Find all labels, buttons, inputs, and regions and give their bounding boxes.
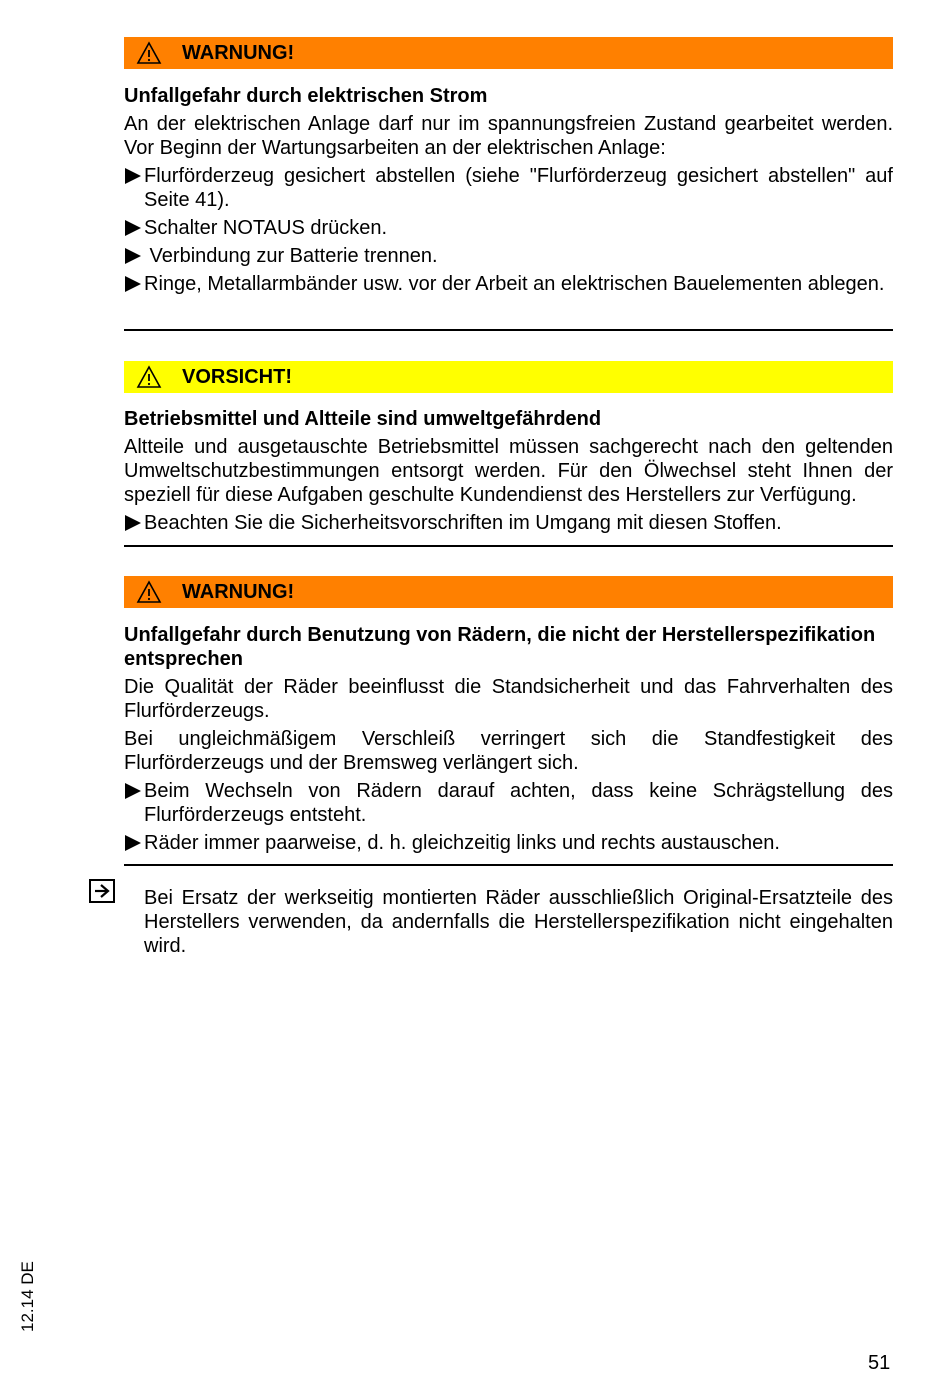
- caution-banner-environment: [124, 361, 893, 393]
- section-heading: Betriebsmittel und Altteile sind umweltgefährdend: [124, 408, 602, 430]
- banner-label: WARNUNG!: [182, 41, 295, 64]
- page-number: 51: [868, 1352, 891, 1374]
- document-version-code: 12.14 DE: [18, 1261, 37, 1332]
- banner-label: WARNUNG!: [182, 580, 295, 603]
- paragraph: Bei ungleichmäßigem Verschleiß verringert sich die Standfestigkeit des Flurförderzeugs und der Bremsweg verlängert sich.: [124, 728, 893, 774]
- section-heading: Unfallgefahr durch Benutzung von Rädern, die nicht der Herstellerspezifikation entsprechen: [124, 624, 876, 670]
- warning-banner-electric: [124, 37, 893, 69]
- warning-triangle-icon: [136, 580, 162, 604]
- list-item: Beim Wechseln von Rädern darauf achten, dass keine Schrägstellung des Flurförderzeugs entsteht.: [124, 779, 893, 827]
- bullet-arrow-icon: [125, 835, 141, 851]
- paragraph: Die Qualität der Räder beeinflusst die Standsicherheit und das Fahrverhalten des Flurförderzeugs.: [124, 676, 893, 722]
- section-divider: [124, 329, 893, 331]
- list-item: Räder immer paarweise, d. h. gleichzeitig links und rechts austauschen.: [124, 831, 893, 855]
- list-item: Verbindung zur Batterie trennen.: [124, 244, 893, 268]
- warning-triangle-icon: [136, 365, 162, 389]
- banner-label: VORSICHT!: [182, 365, 292, 388]
- warning-triangle-icon: [136, 41, 162, 65]
- bullet-arrow-icon: [125, 248, 141, 264]
- section-divider: [124, 864, 893, 866]
- list-item: Ringe, Metallarmbänder usw. vor der Arbeit an elektrischen Bauelementen ablegen.: [124, 272, 893, 296]
- paragraph: Altteile und ausgetauschte Betriebsmittel müssen sachgerecht nach den geltenden Umweltschutzbestimmungen entsorgt werden. Für den Ölwechsel steht Ihnen der speziell für diese Aufgaben geschulte Kundendienst des Herstellers zur Verfügung.: [124, 436, 893, 506]
- section-electric: [124, 84, 893, 296]
- bullet-arrow-icon: [125, 168, 141, 184]
- list-item: Flurförderzeug gesichert abstellen (siehe "Flurförderzeug gesichert abstellen" auf Seite 41).: [124, 164, 893, 212]
- section-environment: [124, 407, 893, 535]
- bullet-arrow-icon: [125, 220, 141, 236]
- bullet-arrow-icon: [125, 515, 141, 531]
- bullet-arrow-icon: [125, 783, 141, 799]
- section-wheels: [124, 623, 893, 855]
- bullet-arrow-icon: [125, 276, 141, 292]
- note-text: Bei Ersatz der werkseitig montierten Räder ausschließlich Original-Ersatzteile des Herstellers verwenden, da andernfalls die Herstellerspezifikation nicht eingehalten wird.: [144, 887, 893, 957]
- list-item: Beachten Sie die Sicherheitsvorschriften im Umgang mit diesen Stoffen.: [124, 511, 893, 535]
- list-item: Schalter NOTAUS drücken.: [124, 216, 893, 240]
- warning-banner-wheels: [124, 576, 893, 608]
- section-heading: Unfallgefahr durch elektrischen Strom: [124, 85, 488, 107]
- section-divider: [124, 545, 893, 547]
- paragraph: An der elektrischen Anlage darf nur im spannungsfreien Zustand gearbeitet werden. Vor Beginn der Wartungsarbeiten an der elektrischen Anlage:: [124, 113, 893, 159]
- arrow-right-icon: [89, 879, 115, 903]
